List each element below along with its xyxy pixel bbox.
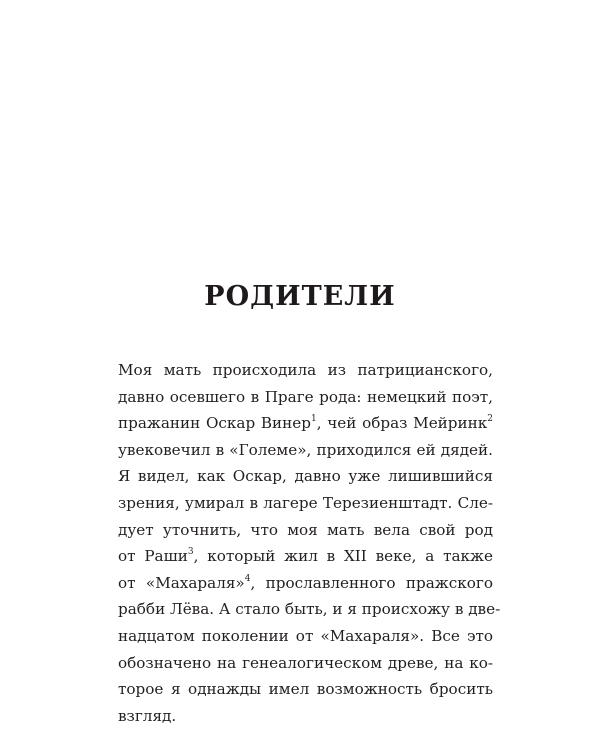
footnote-marker: 2 <box>487 414 493 425</box>
text-segment: давно осевшего в Праге рода: немецкий поэт, <box>118 387 493 406</box>
text-line <box>118 570 493 597</box>
chapter-title: РОДИТЕЛИ <box>204 281 396 312</box>
text-segment: взгляд. <box>118 706 177 725</box>
text-line <box>118 623 493 650</box>
text-segment: дует уточнить, что моя мать вела свой род <box>118 520 493 539</box>
text-segment: пражанин Оскар Винер <box>118 414 312 433</box>
text-segment: рабби Лёва. А стало быть, и я происхожу в две- <box>118 600 501 619</box>
text-segment: обозначено на генеалогическом древе, на ко- <box>118 653 493 672</box>
text-line <box>118 463 493 490</box>
text-line <box>118 650 493 677</box>
text-segment: , чей образ Мейринк <box>316 414 488 433</box>
footnote-marker: 4 <box>244 573 251 584</box>
text-line <box>118 676 493 703</box>
text-segment: от «Махараля» <box>118 573 245 592</box>
text-segment: надцатом поколении от «Махараля». Все это <box>118 626 493 645</box>
text-line <box>118 596 501 623</box>
text-line <box>118 703 493 730</box>
text-line <box>118 543 493 570</box>
text-line <box>118 384 493 411</box>
text-segment: Я видел, как Оскар, давно уже лишившийся <box>118 467 493 486</box>
text-line <box>118 357 493 384</box>
body-paragraph <box>118 357 501 729</box>
text-segment: , прославленного пражского <box>250 573 493 592</box>
text-segment: зрения, умирал в лагере Терезиенштадт. Сле- <box>118 493 493 512</box>
text-segment: от Раши <box>118 547 188 566</box>
text-segment: торое я однажды имел возможность бросить <box>118 680 493 699</box>
text-segment: увековечил в «Големе», приходился ей дядей. <box>118 440 493 459</box>
text-segment: Моя мать происходила из патрицианского, <box>118 361 493 379</box>
text-line <box>118 437 493 464</box>
text-line <box>118 490 493 517</box>
footnote-marker: 1 <box>311 414 317 425</box>
text-line <box>118 410 493 437</box>
footnote-marker: 3 <box>187 547 194 558</box>
text-line <box>118 517 493 544</box>
text-segment: , который жил в XII веке, а также <box>193 547 493 566</box>
